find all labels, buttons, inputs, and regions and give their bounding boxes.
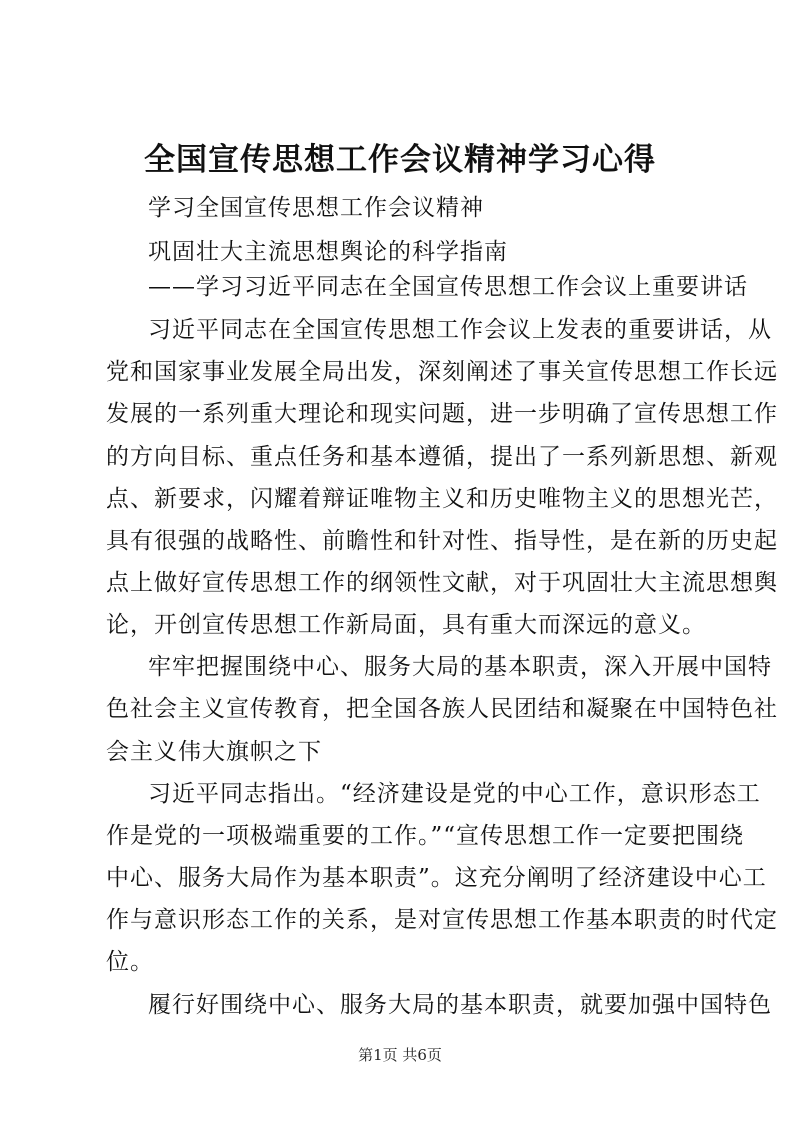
paragraph-line: 习近平同志在全国宣传思想工作会议上发表的重要讲话，从	[148, 317, 772, 343]
paragraph-line: 作是党的一项极端重要的工作。”“宣传思想工作一定要把围绕	[106, 823, 745, 849]
paragraph-line: 履行好围绕中心、服务大局的基本职责，就要加强中国特色	[148, 992, 772, 1018]
paragraph-line: 党和国家事业发展全局出发，深刻阐述了事关宣传思想工作长远	[106, 359, 778, 385]
paragraph-line: 习近平同志指出。“经济建设是党的中心工作，意识形态工	[148, 781, 761, 807]
document-title: 全国宣传思想工作会议精神学习心得	[144, 142, 656, 178]
paragraph-line: 论，开创宣传思想工作新局面，具有重大而深远的意义。	[106, 612, 706, 638]
paragraph-line: 位。	[106, 949, 154, 975]
paragraph-line: 会主义伟大旗帜之下	[106, 739, 322, 765]
paragraph-line: 色社会主义宣传教育，把全国各族人民团结和凝聚在中国特色社	[106, 696, 778, 722]
paragraph-line: 的方向目标、重点任务和基本遵循，提出了一系列新思想、新观	[106, 444, 778, 470]
paragraph-line: 具有很强的战略性、前瞻性和针对性、指导性，是在新的历史起	[106, 528, 778, 554]
subtitle-line: 学习全国宣传思想工作会议精神	[148, 195, 484, 221]
paragraph-line: 点、新要求，闪耀着辩证唯物主义和历史唯物主义的思想光芒，	[106, 486, 778, 512]
paragraph-line: 发展的一系列重大理论和现实问题，进一步明确了宣传思想工作	[106, 401, 778, 427]
paragraph-line: 作与意识形态工作的关系，是对宣传思想工作基本职责的时代定	[106, 907, 778, 933]
page-number-footer: 第1页 共6页	[358, 1046, 442, 1064]
paragraph-line: 点上做好宣传思想工作的纲领性文献，对于巩固壮大主流思想舆	[106, 570, 778, 596]
subtitle-line: ——学习习近平同志在全国宣传思想工作会议上重要讲话	[148, 274, 748, 300]
paragraph-line: 中心、服务大局作为基本职责”。这充分阐明了经济建设中心工	[106, 865, 767, 891]
subtitle-line: 巩固壮大主流思想舆论的科学指南	[148, 239, 508, 265]
paragraph-line: 牢牢把握围绕中心、服务大局的基本职责，深入开展中国特	[148, 654, 772, 680]
